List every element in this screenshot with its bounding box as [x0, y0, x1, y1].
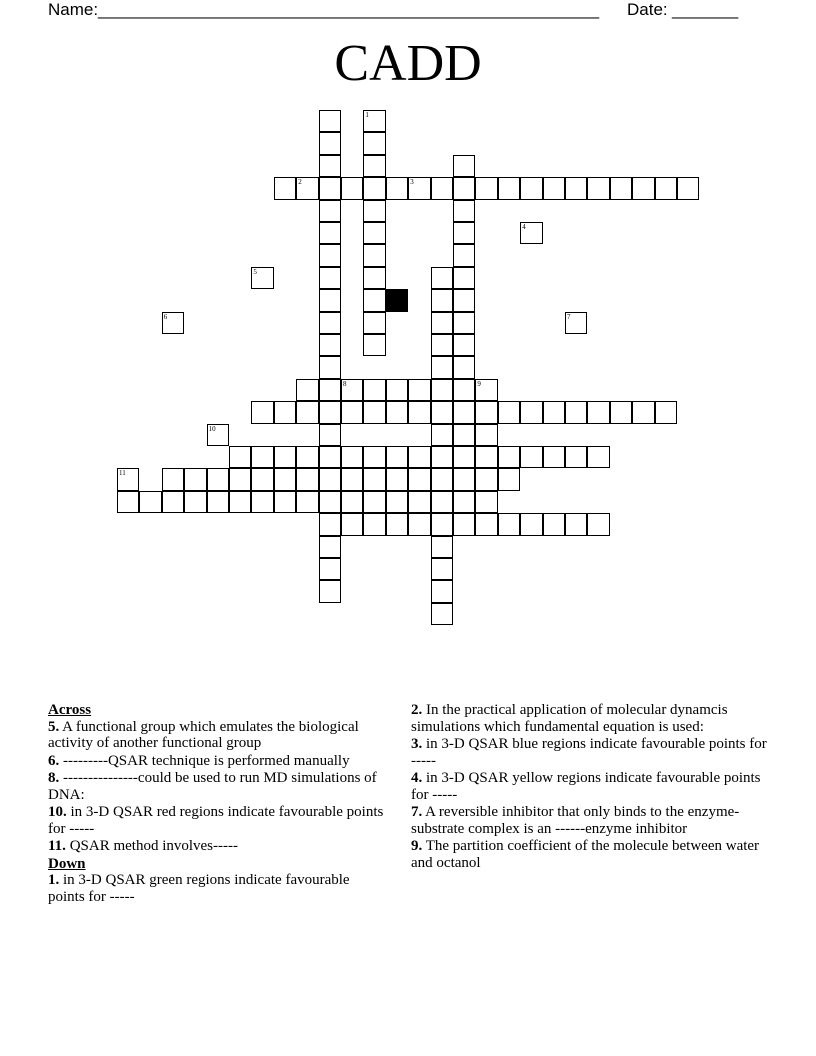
grid-cell[interactable] [319, 536, 341, 558]
grid-cell[interactable] [319, 244, 341, 266]
grid-cell[interactable] [543, 513, 565, 535]
grid-cell[interactable] [431, 424, 453, 446]
grid-cell[interactable] [475, 379, 497, 401]
clue-number-label: 9 [477, 379, 481, 388]
grid-cell[interactable] [453, 491, 475, 513]
grid-cell[interactable] [363, 222, 385, 244]
grid-cell[interactable] [274, 491, 296, 513]
grid-cell[interactable] [453, 334, 475, 356]
clue-number-label: 2 [298, 178, 302, 187]
grid-cell[interactable] [363, 289, 385, 311]
grid-cell[interactable] [363, 177, 385, 199]
grid-cell[interactable] [319, 513, 341, 535]
grid-cell[interactable] [453, 468, 475, 490]
grid-cell[interactable] [363, 446, 385, 468]
date-field-line[interactable]: _______ [672, 0, 739, 19]
clue-text: in 3-D QSAR blue regions indicate favourable points for ----- [411, 736, 767, 769]
grid-cell[interactable] [632, 401, 654, 423]
grid-cell[interactable] [520, 513, 542, 535]
grid-cell[interactable] [319, 468, 341, 490]
clue-text: ---------QSAR technique is performed manually [59, 752, 350, 769]
grid-cell[interactable] [341, 177, 363, 199]
grid-cell[interactable] [363, 200, 385, 222]
grid-cell[interactable] [386, 468, 408, 490]
grid-cell[interactable] [363, 132, 385, 154]
grid-cell[interactable] [296, 379, 318, 401]
grid-cell[interactable] [319, 558, 341, 580]
grid-cell[interactable] [408, 177, 430, 199]
clue-text: A reversible inhibitor that only binds to the enzyme-substrate complex is an ------enzyme inhibitor [411, 804, 740, 837]
grid-cell[interactable] [386, 177, 408, 199]
clue-number-label: 6 [163, 312, 168, 321]
grid-cell[interactable] [453, 244, 475, 266]
clue-number: 1. [48, 872, 60, 888]
grid-cell[interactable] [453, 446, 475, 468]
clue-down-9 [411, 838, 771, 871]
clue-number: 2. [411, 702, 423, 718]
grid-cell[interactable] [296, 446, 318, 468]
date-label: Date: [627, 0, 668, 19]
grid-cell[interactable] [431, 513, 453, 535]
clue-text: in 3-D QSAR green regions indicate favourable points for ----- [48, 872, 350, 905]
grid-cell[interactable] [587, 513, 609, 535]
down-heading: Down [48, 855, 86, 872]
clue-text: ---------------could be used to run MD simulations of DNA: [48, 770, 377, 803]
grid-cell[interactable] [296, 491, 318, 513]
grid-cell[interactable] [431, 580, 453, 602]
clue-across-5 [48, 719, 388, 752]
grid-cell[interactable] [565, 177, 587, 199]
grid-cell[interactable] [520, 177, 542, 199]
grid-cell[interactable] [677, 177, 699, 199]
clue-number: 4. [411, 770, 423, 786]
grid-cell[interactable] [453, 222, 475, 244]
puzzle-title: CADD [334, 35, 482, 92]
clue-number: 6. [48, 752, 60, 769]
grid-cell[interactable] [296, 401, 318, 423]
grid-cell[interactable] [207, 424, 229, 446]
grid-cell[interactable] [251, 267, 273, 289]
grid-cell[interactable] [431, 312, 453, 334]
grid-cell[interactable] [431, 536, 453, 558]
clues-right-column [411, 702, 771, 872]
grid-cell[interactable] [543, 177, 565, 199]
grid-cell[interactable] [431, 289, 453, 311]
name-field-line[interactable]: _____________________________________________________ [98, 0, 600, 19]
grid-cell[interactable] [565, 401, 587, 423]
grid-cell[interactable] [498, 177, 520, 199]
grid-cell[interactable] [319, 356, 341, 378]
grid-cell[interactable] [363, 491, 385, 513]
clue-number: 5. [48, 718, 60, 735]
clue-across-11 [48, 838, 388, 855]
clue-number-label: 10 [208, 424, 216, 433]
grid-cell[interactable] [475, 401, 497, 423]
grid-cell[interactable] [363, 244, 385, 266]
grid-cell[interactable] [363, 312, 385, 334]
grid-cell[interactable] [408, 513, 430, 535]
clue-across-8 [48, 770, 388, 803]
grid-cell[interactable] [498, 446, 520, 468]
grid-cell[interactable] [319, 334, 341, 356]
clue-number-label: 1 [365, 111, 369, 119]
grid-cell[interactable] [453, 155, 475, 177]
clue-across-10 [48, 804, 388, 837]
clue-text: A functional group which emulates the biological activity of another functional group [48, 718, 359, 751]
clue-number: 7. [411, 804, 423, 820]
grid-cell[interactable] [184, 468, 206, 490]
clue-number-label: 4 [522, 223, 526, 231]
clue-number: 11. [48, 838, 66, 854]
grid-cell[interactable] [251, 401, 273, 423]
grid-cell[interactable] [319, 491, 341, 513]
grid-cell[interactable] [655, 177, 677, 199]
grid-cell[interactable] [296, 177, 318, 199]
grid-cell[interactable] [498, 513, 520, 535]
clue-text: The partition coefficient of the molecule between water and octanol [411, 838, 760, 871]
clue-down-7 [411, 804, 771, 837]
grid-cell[interactable] [408, 401, 430, 423]
grid-cell[interactable] [341, 468, 363, 490]
grid-cell[interactable] [520, 222, 542, 244]
grid-black-cell [386, 289, 408, 311]
grid-cell[interactable] [341, 446, 363, 468]
clue-text: QSAR method involves----- [65, 838, 238, 854]
grid-cell[interactable] [341, 379, 363, 401]
grid-cell[interactable] [453, 289, 475, 311]
grid-cell[interactable] [386, 379, 408, 401]
clue-number: 9. [411, 838, 423, 854]
grid-cell[interactable] [251, 446, 273, 468]
grid-cell[interactable] [229, 491, 251, 513]
grid-cell[interactable] [520, 446, 542, 468]
grid-cell[interactable] [274, 468, 296, 490]
grid-cell[interactable] [162, 468, 184, 490]
grid-cell[interactable] [207, 468, 229, 490]
grid-cell[interactable] [431, 558, 453, 580]
clue-number-label: 7 [567, 312, 571, 321]
clue-number-label: 3 [410, 178, 414, 187]
clue-down-3 [411, 736, 771, 769]
grid-cell[interactable] [386, 446, 408, 468]
grid-cell[interactable] [363, 110, 385, 132]
grid-cell[interactable] [117, 491, 139, 513]
clue-across-6 [48, 753, 388, 770]
grid-cell[interactable] [453, 312, 475, 334]
grid-cell[interactable] [543, 446, 565, 468]
grid-cell[interactable] [475, 424, 497, 446]
clue-number: 3. [411, 736, 423, 752]
grid-cell[interactable] [408, 491, 430, 513]
grid-cell[interactable] [453, 267, 475, 289]
grid-cell[interactable] [587, 401, 609, 423]
grid-cell[interactable] [319, 289, 341, 311]
clue-text: in 3-D QSAR yellow regions indicate favourable points for ----- [411, 770, 761, 803]
grid-cell[interactable] [319, 379, 341, 401]
grid-cell[interactable] [475, 468, 497, 490]
grid-cell[interactable] [565, 513, 587, 535]
across-heading: Across [48, 702, 92, 718]
grid-cell[interactable] [341, 491, 363, 513]
grid-cell[interactable] [587, 177, 609, 199]
grid-cell[interactable] [610, 177, 632, 199]
grid-cell[interactable] [363, 468, 385, 490]
grid-cell[interactable] [431, 177, 453, 199]
grid-cell[interactable] [408, 379, 430, 401]
grid-cell[interactable] [363, 401, 385, 423]
grid-cell[interactable] [139, 491, 161, 513]
grid-cell[interactable] [453, 401, 475, 423]
grid-cell[interactable] [431, 401, 453, 423]
grid-cell[interactable] [319, 267, 341, 289]
grid-cell[interactable] [363, 379, 385, 401]
grid-cell[interactable] [341, 513, 363, 535]
grid-cell[interactable] [319, 580, 341, 602]
grid-cell[interactable] [565, 312, 587, 334]
clue-down-2 [411, 702, 771, 735]
grid-cell[interactable] [431, 379, 453, 401]
grid-cell[interactable] [162, 491, 184, 513]
grid-cell[interactable] [363, 155, 385, 177]
grid-cell[interactable] [431, 356, 453, 378]
clue-text: in 3-D QSAR red regions indicate favourable points for ----- [48, 804, 384, 837]
grid-cell[interactable] [386, 491, 408, 513]
grid-cell[interactable] [319, 110, 341, 132]
grid-cell[interactable] [453, 424, 475, 446]
grid-cell[interactable] [431, 468, 453, 490]
grid-cell[interactable] [162, 312, 184, 334]
grid-cell[interactable] [565, 446, 587, 468]
grid-cell[interactable] [319, 401, 341, 423]
grid-cell[interactable] [319, 132, 341, 154]
grid-cell[interactable] [184, 491, 206, 513]
grid-cell[interactable] [431, 334, 453, 356]
grid-cell[interactable] [363, 513, 385, 535]
grid-cell[interactable] [498, 401, 520, 423]
grid-cell[interactable] [610, 401, 632, 423]
grid-cell[interactable] [319, 155, 341, 177]
clue-text: In the practical application of molecular dynamcis simulations which fundamental equation is used: [411, 702, 728, 735]
grid-cell[interactable] [453, 379, 475, 401]
grid-cell[interactable] [431, 491, 453, 513]
grid-cell[interactable] [475, 513, 497, 535]
grid-cell[interactable] [319, 200, 341, 222]
grid-cell[interactable] [117, 468, 139, 490]
grid-cell[interactable] [319, 446, 341, 468]
grid-cell[interactable] [543, 401, 565, 423]
grid-cell[interactable] [274, 177, 296, 199]
grid-cell[interactable] [319, 312, 341, 334]
grid-cell[interactable] [386, 401, 408, 423]
grid-cell[interactable] [251, 491, 273, 513]
grid-cell[interactable] [655, 401, 677, 423]
grid-cell[interactable] [453, 200, 475, 222]
grid-cell[interactable] [475, 446, 497, 468]
clue-number: 10. [48, 804, 67, 820]
grid-cell[interactable] [363, 267, 385, 289]
grid-cell[interactable] [453, 177, 475, 199]
grid-cell[interactable] [408, 468, 430, 490]
grid-cell[interactable] [296, 468, 318, 490]
name-label: Name: [48, 0, 99, 19]
grid-cell[interactable] [363, 334, 385, 356]
grid-cell[interactable] [475, 491, 497, 513]
grid-cell[interactable] [431, 603, 453, 625]
grid-cell[interactable] [587, 446, 609, 468]
grid-cell[interactable] [632, 177, 654, 199]
clue-down-1 [48, 872, 388, 905]
grid-cell[interactable] [498, 468, 520, 490]
clue-down-4 [411, 770, 771, 803]
grid-cell[interactable] [520, 401, 542, 423]
grid-cell[interactable] [319, 222, 341, 244]
grid-cell[interactable] [453, 356, 475, 378]
grid-cell[interactable] [319, 424, 341, 446]
clue-number-label: 5 [253, 267, 257, 276]
clue-number-label: 8 [343, 379, 347, 388]
grid-cell[interactable] [453, 513, 475, 535]
grid-cell[interactable] [251, 468, 273, 490]
clue-number: 8. [48, 770, 60, 786]
grid-cell[interactable] [431, 267, 453, 289]
grid-cell[interactable] [207, 491, 229, 513]
grid-cell[interactable] [229, 468, 251, 490]
grid-cell[interactable] [274, 446, 296, 468]
grid-cell[interactable] [274, 401, 296, 423]
grid-cell[interactable] [475, 177, 497, 199]
grid-cell[interactable] [431, 446, 453, 468]
grid-cell[interactable] [319, 177, 341, 199]
clues-left-column [48, 702, 388, 906]
grid-cell[interactable] [408, 446, 430, 468]
grid-cell[interactable] [341, 401, 363, 423]
clue-number-label: 11 [119, 469, 126, 478]
grid-cell[interactable] [229, 446, 251, 468]
grid-cell[interactable] [386, 513, 408, 535]
